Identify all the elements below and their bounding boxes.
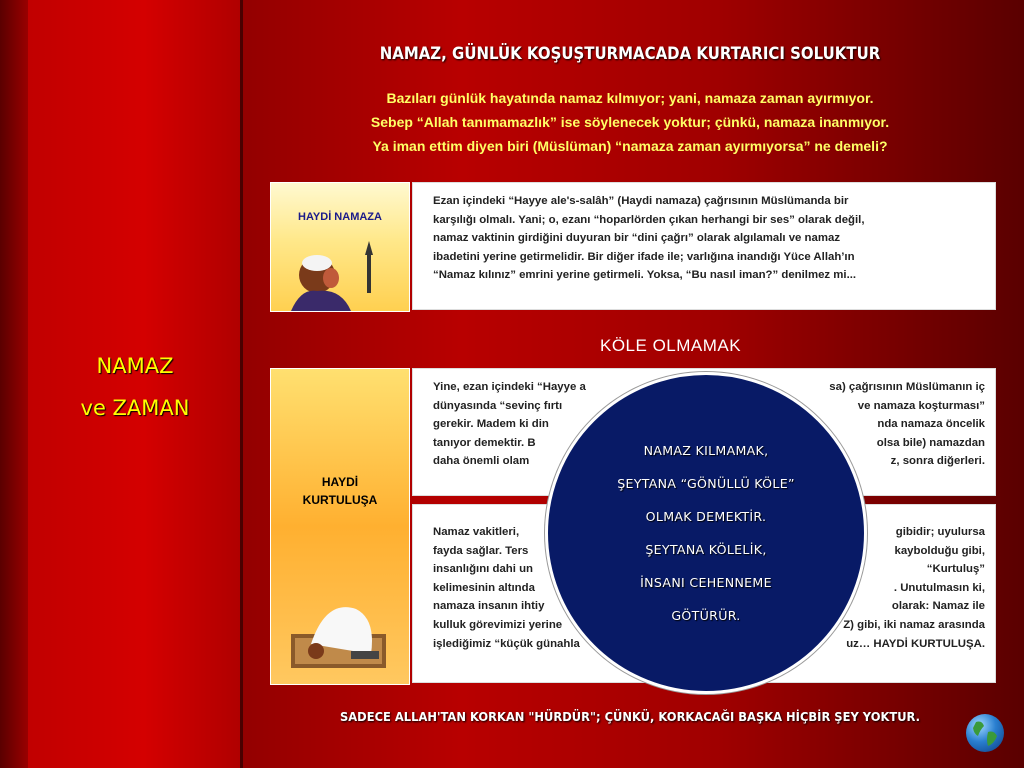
panel2-bottom-line: fayda sağlar. Ters (433, 544, 529, 557)
sidebar-title-line2: ve ZAMAN (80, 396, 190, 420)
panel2-bottom-line: kelimesinin altında (433, 581, 535, 594)
panel2-bottom-right-line: uz… HAYDİ KURTULUŞA. (846, 637, 985, 650)
intro-line-3: Ya iman ettim diyen biri (Müslüman) “namaza zaman ayırmıyorsa” ne demeli? (372, 138, 888, 154)
circle-line: OLMAK DEMEKTİR. (645, 509, 767, 524)
prostrating-man-illustration (271, 369, 409, 684)
panel1-image (270, 182, 410, 312)
panel2-bottom-line: işlediğimiz “küçük günahla (433, 637, 580, 650)
panel2-top-right-line: z, sonra diğerleri. (890, 455, 985, 468)
circle-line: GÖTÜRÜR. (671, 608, 741, 623)
panel2-bottom-right-line: gibidir; uyulursa (895, 526, 985, 538)
panel1-line: “Namaz kılınız” emrini yerine getirmeli. Yoksa, “Bu nasıl iman?” denilmez mi... (433, 269, 857, 282)
panel2-top-line: tanıyor demektir. B (433, 436, 536, 449)
panel1-line: namaz vaktinin girdiğini duyuran bir “dini çağrı” olarak algılamalı ve namaz (433, 232, 841, 245)
panel2-bottom-line: insanlığını dahi un (433, 563, 533, 576)
circle-line: ŞEYTANA KÖLELİK, (645, 542, 767, 557)
left-sidebar (0, 0, 243, 768)
panel2-bottom-right-line: olarak: Namaz ile (891, 600, 985, 613)
praying-man-illustration (271, 183, 409, 311)
footer-text: SADECE ALLAH'TAN KORKAN "HÜRDÜR"; ÇÜNKÜ, KORKACAĞI BAŞKA HİÇBİR ŞEY YOKTUR. (339, 709, 921, 724)
panel2-bottom-line: kulluk görevimizi yerine (433, 618, 563, 631)
panel1-text (412, 182, 996, 310)
panel2-image (270, 368, 410, 685)
panel2-bottom-right-line: “Kurtuluş” (926, 563, 985, 576)
section-heading: KÖLE OLMAMAK (600, 336, 742, 355)
panel2-top-right-line: ve namaza koşturması” (857, 399, 985, 412)
globe-icon[interactable] (966, 714, 1004, 752)
panel2-bottom-right-line: kaybolduğu gibi, (894, 544, 985, 557)
panel2-bottom-right-line: . Unutulmasın ki, (893, 581, 985, 594)
sidebar-title-line1: NAMAZ (96, 354, 174, 378)
intro-line-1: Bazıları günlük hayatında namaz kılmıyor; yani, namaza zaman ayırmıyor. (386, 90, 874, 106)
circle-line: ŞEYTANA “GÖNÜLLÜ KÖLE” (617, 476, 795, 491)
panel2-top-line: daha önemli olam (433, 455, 530, 468)
panel2-bottom-line: namaza insanın ihtiy (433, 600, 545, 613)
panel2-top-line: dünyasında “sevinç fırtı (433, 399, 563, 412)
panel1-line: ibadetini yerine getirmelidir. Bir diğer ifade ile; varlığına inandığı Yüce Allah’ın (433, 250, 855, 263)
panel1-line: karşılığı olmalı. Yani; o, ezanı “hoparlörden çıkan herhangi bir ses” olarak değil, (433, 213, 865, 226)
panel2-top-right-line: olsa bile) namazdan (876, 436, 985, 449)
panel2-top-line: gerekir. Madem ki din (433, 418, 549, 431)
circle-line: NAMAZ KILMAMAK, (643, 443, 769, 458)
intro-line-2: Sebep “Allah tanımamazlık” ise söylenecek yoktur; çünkü, namaza inanmıyor. (370, 114, 890, 130)
warning-circle (545, 372, 867, 694)
panel2-top-right-line: nda namaza öncelik (877, 418, 985, 431)
slide-title: NAMAZ, GÜNLÜK KOŞUŞTURMACADA KURTARICI SOLUKTUR (379, 44, 881, 64)
panel2-top-right-line: sa) çağrısının Müslümanın iç (829, 381, 985, 393)
panel2-bottom-line: Namaz vakitleri, (433, 526, 520, 538)
panel2-bottom-right-line: Z) gibi, iki namaz arasında (843, 618, 985, 631)
panel1-line: Ezan içindeki “Hayye ale's-salâh” (Haydi namaza) çağrısının Müslümanda bir (433, 195, 849, 207)
panel2-label-line1: HAYDİ (321, 475, 359, 489)
panel2-top-line: Yine, ezan içindeki “Hayye a (433, 381, 586, 393)
panel2-label-line2: KURTULUŞA (302, 493, 378, 507)
circle-line: İNSANI CEHENNEME (640, 575, 772, 590)
panel1-label: HAYDİ NAMAZA (298, 211, 382, 223)
